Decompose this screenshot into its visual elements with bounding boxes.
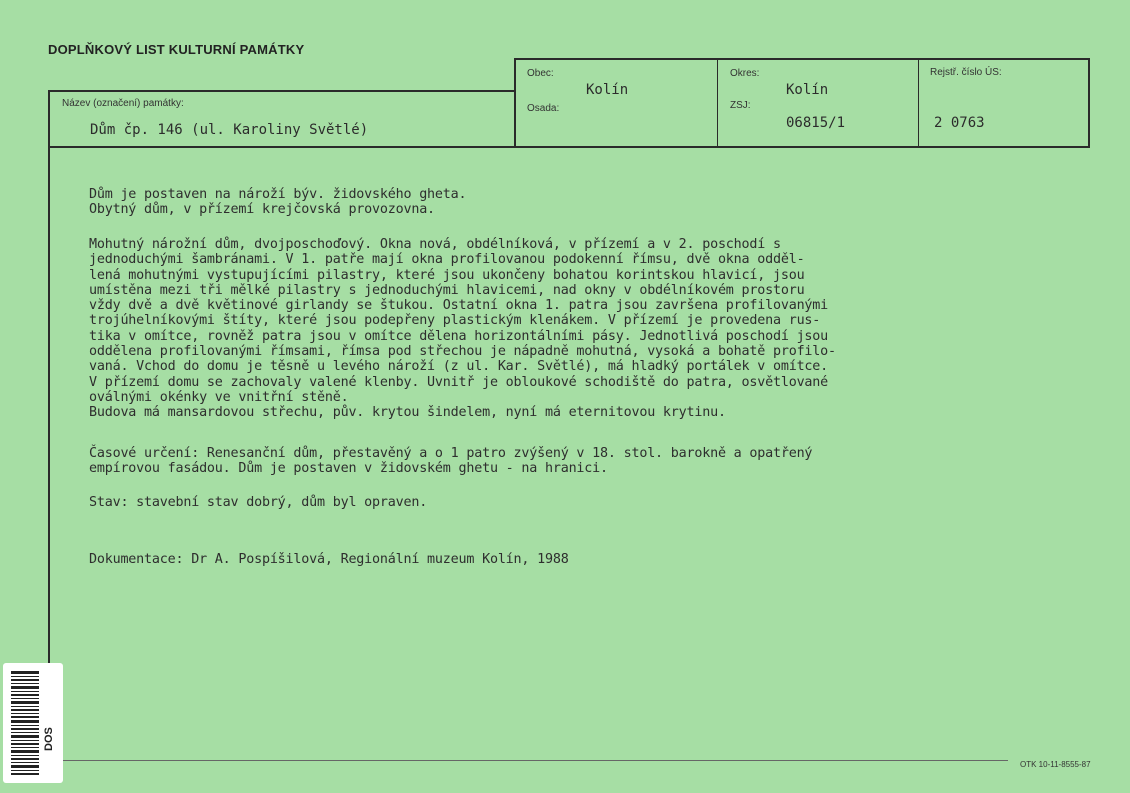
body-paragraph-documentation: Dokumentace: Dr A. Pospíšilová, Regionální muzeum Kolín, 1988: [89, 552, 569, 567]
obec-value: Kolín: [586, 82, 629, 98]
frame-line: [48, 146, 1090, 148]
barcode-icon: [11, 671, 39, 775]
body-paragraph-intro: Dům je postaven na nároží býv. židovského gheta. Obytný dům, v přízemí krejčovská provozovna.: [89, 187, 467, 218]
osada-label: Osada:: [527, 103, 560, 114]
frame-line: [717, 58, 718, 148]
okres-label: Okres:: [730, 68, 760, 79]
rejstr-label: Rejstř. číslo ÚS:: [930, 67, 1002, 78]
frame-line: [918, 58, 919, 148]
nazev-value: Dům čp. 146 (ul. Karoliny Světlé): [90, 122, 369, 138]
form-code: OTK 10-11-8555-87: [1020, 760, 1091, 769]
okres-value: Kolín: [786, 82, 829, 98]
zsj-label: ZSJ:: [730, 100, 751, 111]
frame-line: [514, 58, 516, 148]
frame-line: [1088, 58, 1090, 148]
body-paragraph-condition: Stav: stavební stav dobrý, dům byl opraven.: [89, 495, 428, 510]
barcode-sticker: [3, 663, 63, 783]
body-paragraph-description: Mohutný nárožní dům, dvojposchoďový. Okna nová, obdélníková, v přízemí a v 2. poschodí s jednoduchými šambránami. V 1. patře mají okna profilovanou podokenní římsu, dvě okna odděl- lená mohutnými vystupujícími pilastry, které jsou ukončeny bohatou korintskou hlavicí, jsou umístěna mezi tři mělké pilastry s jednoduchými hlavicemi, nad okny v obdélníkovém prostoru vždy dvě a dvě květinové girlandy se štukou. Ostatní okna 1. patra jsou završena profilovanými trojúhelníkovými štíty, které jsou podepřeny plastickým klenákem. V přízemí je provedena rus- tika v omítce, rovněž patra jsou v omítce dělena horizontálními pásy. Jednotlivá poschodí jsou oddělena profilovanými římsami, římsa pod střechou je nápadně mohutná, vysoká a bohatě profilo- vaná. Vchod do domu je těsně u levého nároží (z ul. Kar. Světlé), má hladký portálek v omítce. V přízemí domu se zachovaly valené klenby. Uvnitř je obloukové schodiště do patra, osvětlované oválnými okénky ve vnitřní stěně. Budova má mansardovou střechu, pův. krytou šindelem, nyní má eternitovou krytinu.: [89, 237, 836, 421]
obec-label: Obec:: [527, 68, 554, 79]
nazev-label: Název (označení) památky:: [62, 98, 184, 109]
rejstr-value: 2 0763: [934, 115, 985, 131]
barcode-label: DOS: [43, 727, 55, 751]
frame-line: [514, 58, 1090, 60]
frame-line: [48, 760, 1008, 761]
frame-line: [48, 90, 516, 92]
zsj-value: 06815/1: [786, 115, 846, 131]
frame-line: [48, 90, 50, 762]
form-title: DOPLŇKOVÝ LIST KULTURNÍ PAMÁTKY: [48, 42, 305, 57]
body-paragraph-dating: Časové určení: Renesanční dům, přestavěný a o 1 patro zvýšený v 18. stol. barokně a opatřený empírovou fasádou. Dům je postaven v židovském ghetu - na hranici.: [89, 446, 813, 477]
